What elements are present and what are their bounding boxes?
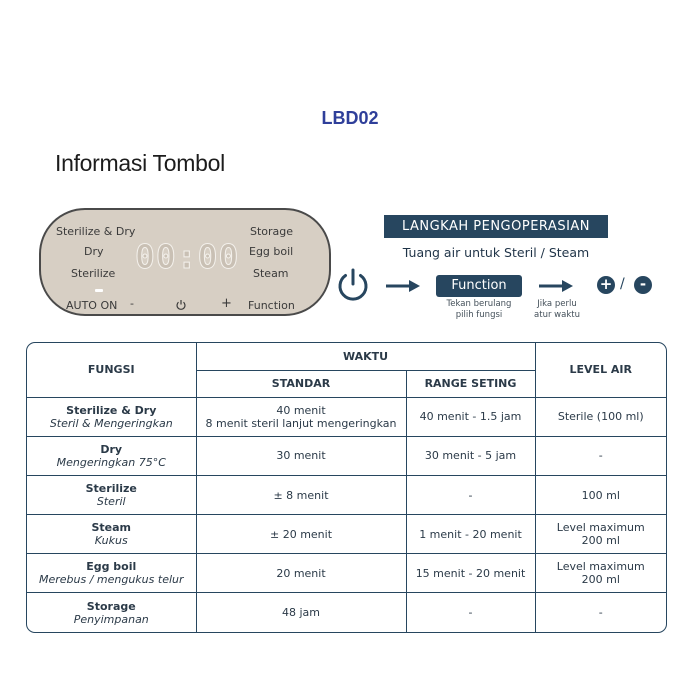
function-subtitle: Steril & Mengeringkan: [49, 416, 173, 430]
minus-circle-icon: -: [634, 276, 652, 294]
cell-level-air: [535, 593, 666, 632]
auto-on-indicator: [95, 289, 103, 292]
function-subtitle: Penyimpanan: [73, 612, 149, 626]
steps-header: LANGKAH PENGOPERASIAN: [384, 215, 608, 238]
header-waktu: WAKTU: [196, 343, 535, 370]
cell-range: -: [406, 593, 535, 632]
table-row: [27, 436, 666, 475]
level-line: Level maximum: [556, 560, 645, 574]
cell-level-air: [535, 436, 666, 475]
function-name: Storage: [86, 599, 136, 613]
table-row: [27, 515, 666, 554]
cell-range: 40 menit - 1.5 jam: [406, 397, 535, 436]
standar-line: 8 menit steril lanjut mengeringkan: [205, 416, 397, 430]
auto-on-button[interactable]: AUTO ON: [66, 299, 118, 312]
time-display: 00:00: [135, 237, 240, 276]
standar-line: 30 menit: [276, 449, 326, 463]
cell-standar: [196, 593, 406, 632]
function-name: Egg boil: [86, 560, 137, 574]
cell-level-air: [535, 515, 666, 554]
level-line: Sterile (100 ml): [557, 410, 644, 424]
standar-line: ± 20 menit: [269, 527, 333, 541]
cell-range: 30 menit - 5 jam: [406, 436, 535, 475]
arrow-right-icon: [385, 278, 421, 298]
function-subtitle: Steril: [96, 495, 126, 508]
time-note-line: atur waktu: [534, 310, 580, 320]
function-name: Dry: [100, 442, 123, 456]
function-note: [430, 299, 528, 321]
power-icon[interactable]: [175, 296, 187, 315]
cell-function: [27, 515, 196, 554]
function-name: Sterilize: [85, 482, 137, 495]
panel-label-steam: Steam: [253, 267, 289, 280]
table-row: [27, 593, 666, 632]
function-subtitle: Kukus: [94, 534, 128, 548]
cell-range: 15 menit - 20 menit: [406, 554, 535, 593]
panel-label-sterilize: Sterilize: [71, 267, 116, 280]
function-name: Sterilize & Dry: [66, 403, 157, 417]
function-note-line: pilih fungsi: [455, 310, 503, 320]
standar-line: 48 jam: [281, 606, 320, 620]
cell-level-air: [535, 554, 666, 593]
header-standar: STANDAR: [196, 370, 406, 397]
plus-circle-icon: +: [597, 276, 615, 294]
cell-level-air: [535, 475, 666, 514]
function-step-button: Function: [436, 275, 522, 297]
level-line: 200 ml: [581, 573, 620, 587]
cell-range: -: [406, 475, 535, 514]
cell-level-air: [535, 397, 666, 436]
minus-button[interactable]: -: [130, 297, 134, 310]
separator-slash: /: [620, 276, 625, 292]
table-row: [27, 397, 666, 436]
cell-standar: [196, 475, 406, 514]
section-title: Informasi Tombol: [55, 150, 225, 176]
cell-standar: [196, 436, 406, 475]
cell-function: [27, 436, 196, 475]
function-note-line: Tekan berulang: [446, 299, 512, 309]
cell-standar: [196, 515, 406, 554]
arrow-right-icon: [538, 278, 574, 298]
level-line: -: [598, 606, 603, 620]
function-name: Steam: [91, 521, 132, 535]
plus-button[interactable]: +: [221, 296, 232, 311]
time-note-line: Jika perlu: [537, 299, 577, 309]
level-line: 200 ml: [581, 534, 620, 548]
steps-subheader: Tuang air untuk Steril / Steam: [402, 245, 590, 260]
standar-line: 40 menit: [276, 403, 326, 417]
cell-function: [27, 475, 196, 514]
cell-standar: [196, 397, 406, 436]
cell-function: [27, 593, 196, 632]
cell-range: 1 menit - 20 menit: [406, 515, 535, 554]
panel-label-dry: Dry: [84, 245, 104, 258]
table-body: [27, 397, 666, 632]
level-line: -: [598, 449, 603, 463]
standar-line: 20 menit: [276, 566, 326, 580]
table-row: [27, 475, 666, 514]
panel-label-egg-boil: Egg boil: [249, 245, 294, 258]
function-subtitle: Mengeringkan 75°C: [56, 455, 166, 469]
model-code: LBD02: [321, 108, 379, 128]
standar-line: ± 8 menit: [273, 488, 329, 502]
function-button[interactable]: Function: [248, 299, 295, 312]
function-subtitle: Merebus / mengukus telur: [38, 573, 184, 587]
cell-function: [27, 554, 196, 593]
power-icon: [335, 266, 371, 308]
cell-standar: [196, 554, 406, 593]
header-fungsi: FUNGSI: [27, 343, 196, 397]
table-row: [27, 554, 666, 593]
level-line: 100 ml: [581, 488, 620, 502]
time-note: [526, 299, 588, 321]
panel-label-sterilize-dry: Sterilize & Dry: [56, 225, 136, 238]
header-range-seting: RANGE SETING: [406, 370, 535, 397]
control-panel: [39, 208, 331, 316]
cell-function: [27, 397, 196, 436]
header-level-air: LEVEL AIR: [535, 343, 666, 397]
level-line: Level maximum: [556, 521, 645, 535]
function-table: [26, 342, 667, 633]
panel-label-storage: Storage: [250, 225, 294, 238]
